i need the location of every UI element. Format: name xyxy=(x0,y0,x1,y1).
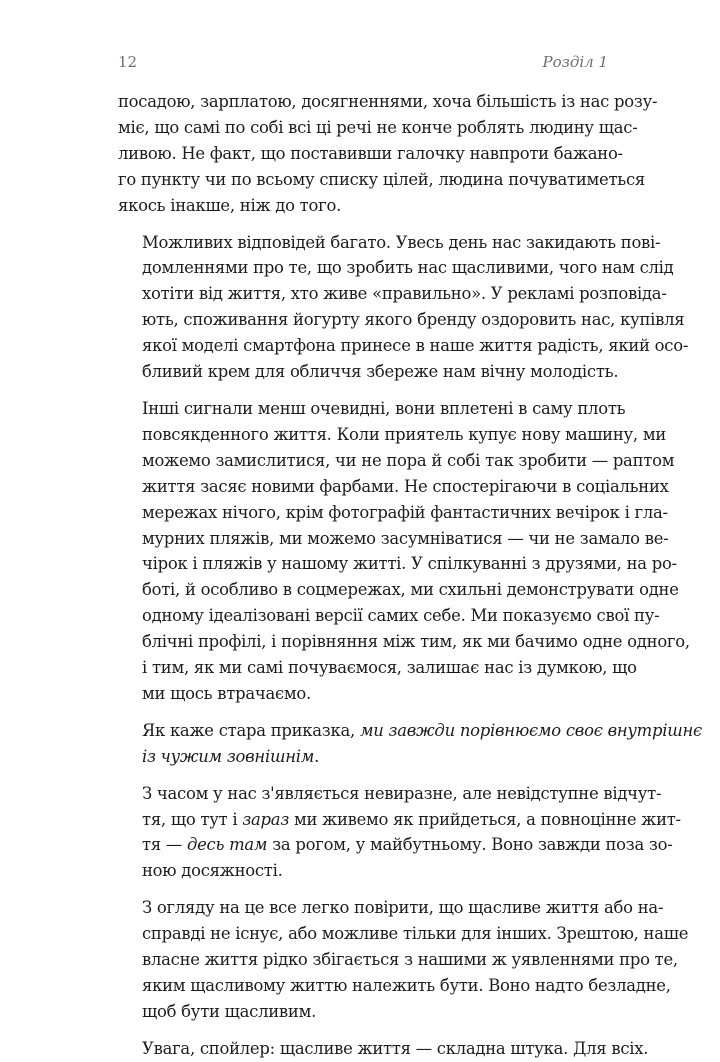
text-line: го пункту чи по всьому списку цілей, людина почуватиметься xyxy=(118,169,645,189)
text-line: З часом у нас з'являється невиразне, але невідступне відчут- xyxy=(142,783,662,803)
text-line: чірок і пляжів у нашому житті. У спілкуванні з друзями, на ро- xyxy=(142,554,677,574)
text-line: справді не існує, або можливе тільки для інших. Зрештою, наше xyxy=(142,924,689,944)
text-line: посадою, зарплатою, досягненнями, хоча більшість із нас розу- xyxy=(118,92,658,111)
text-line: хотіти від життя, хто живе «правильно». У рекламі розповіда- xyxy=(142,284,667,304)
paragraph xyxy=(118,718,702,770)
text-line: повсякденного життя. Коли приятель купує нову машину, ми xyxy=(142,424,667,444)
text-line: із чужим зовнішнім. xyxy=(142,746,320,766)
text-line: одному ідеалізовані версії самих себе. Ми показуємо свої пу- xyxy=(142,606,660,626)
paragraph xyxy=(118,89,658,219)
italic-text: ми завжди порівнюємо своє внутрішнє xyxy=(359,720,702,740)
text-line: щоб бути щасливим. xyxy=(142,1001,317,1021)
text-line: якось інакше, ніж до того. xyxy=(118,195,342,215)
body-text xyxy=(118,89,702,1062)
text-line: можемо замислитися, чи не пора й собі так зробити — раптом xyxy=(142,450,675,470)
text-line: мурних пляжів, ми можемо засумніватися — чи не замало ве- xyxy=(142,528,669,548)
paragraph xyxy=(118,895,689,1025)
page-number: 12 xyxy=(118,53,138,71)
text-line: Увага, спойлер: щасливе життя — складна штука. Для всіх. xyxy=(142,1038,649,1058)
text-line: боті, й особливо в соцмережах, ми схильні демонструвати одне xyxy=(142,580,679,600)
italic-text: із чужим зовнішнім xyxy=(142,746,315,766)
text-line: блічні профілі, і порівняння між тим, як ми бачимо одне одного, xyxy=(142,632,690,652)
text-line: власне життя рідко збігається з нашими ж уявленнями про те, xyxy=(142,950,678,970)
text-line: мережах нічого, крім фотографій фантастичних вечірок і гла- xyxy=(142,502,668,522)
text-line: Можливих відповідей багато. Увесь день нас закидають пові- xyxy=(142,232,661,252)
chapter-name: Розділ 1 xyxy=(542,53,608,71)
text-line: якої моделі смартфона принесе в наше життя радість, який осо- xyxy=(142,336,689,356)
text-line: бливий крем для обличчя збереже нам вічну молодість. xyxy=(142,362,619,382)
text-line: міє, що самі по собі всі ці речі не конче роблять людину щас- xyxy=(118,117,638,137)
paragraph xyxy=(118,230,689,385)
text-line: ми щось втрачаємо. xyxy=(142,683,311,703)
text-line: життя засяє новими фарбами. Не спостерігаючи в соціальних xyxy=(142,476,669,496)
paragraph xyxy=(118,781,681,885)
text-line: і тим, як ми самі почуваємося, залишає нас із думкою, що xyxy=(142,658,637,678)
text-line: Інші сигнали менш очевидні, вони вплетені в саму плоть xyxy=(142,398,626,418)
text-line: ливою. Не факт, що поставивши галочку навпроти бажано- xyxy=(118,143,623,163)
text-line: З огляду на це все легко повірити, що щасливе життя або на- xyxy=(142,898,664,918)
text-line: яким щасливому життю належить бути. Воно надто безладне, xyxy=(142,976,671,995)
text-line: Як каже стара приказка, ми завжди порівнюємо своє внутрішнє xyxy=(142,720,702,740)
text-line: тя — десь там за рогом, у майбутньому. Воно завжди поза зо- xyxy=(142,835,673,855)
text-line: домленнями про те, що зробить нас щасливими, чого нам слід xyxy=(142,258,674,278)
italic-text: десь там xyxy=(186,835,268,855)
paragraph xyxy=(118,1036,649,1062)
page-header xyxy=(118,53,608,73)
paragraph xyxy=(118,396,690,707)
text-line: ють, споживання йогурту якого бренду оздоровить нас, купівля xyxy=(142,310,685,330)
italic-text: зараз xyxy=(242,809,290,829)
text-line: ною досяжності. xyxy=(142,861,283,881)
text-line: тя, що тут і зараз ми живемо як прийдеться, а повноцінне жит- xyxy=(142,809,681,829)
